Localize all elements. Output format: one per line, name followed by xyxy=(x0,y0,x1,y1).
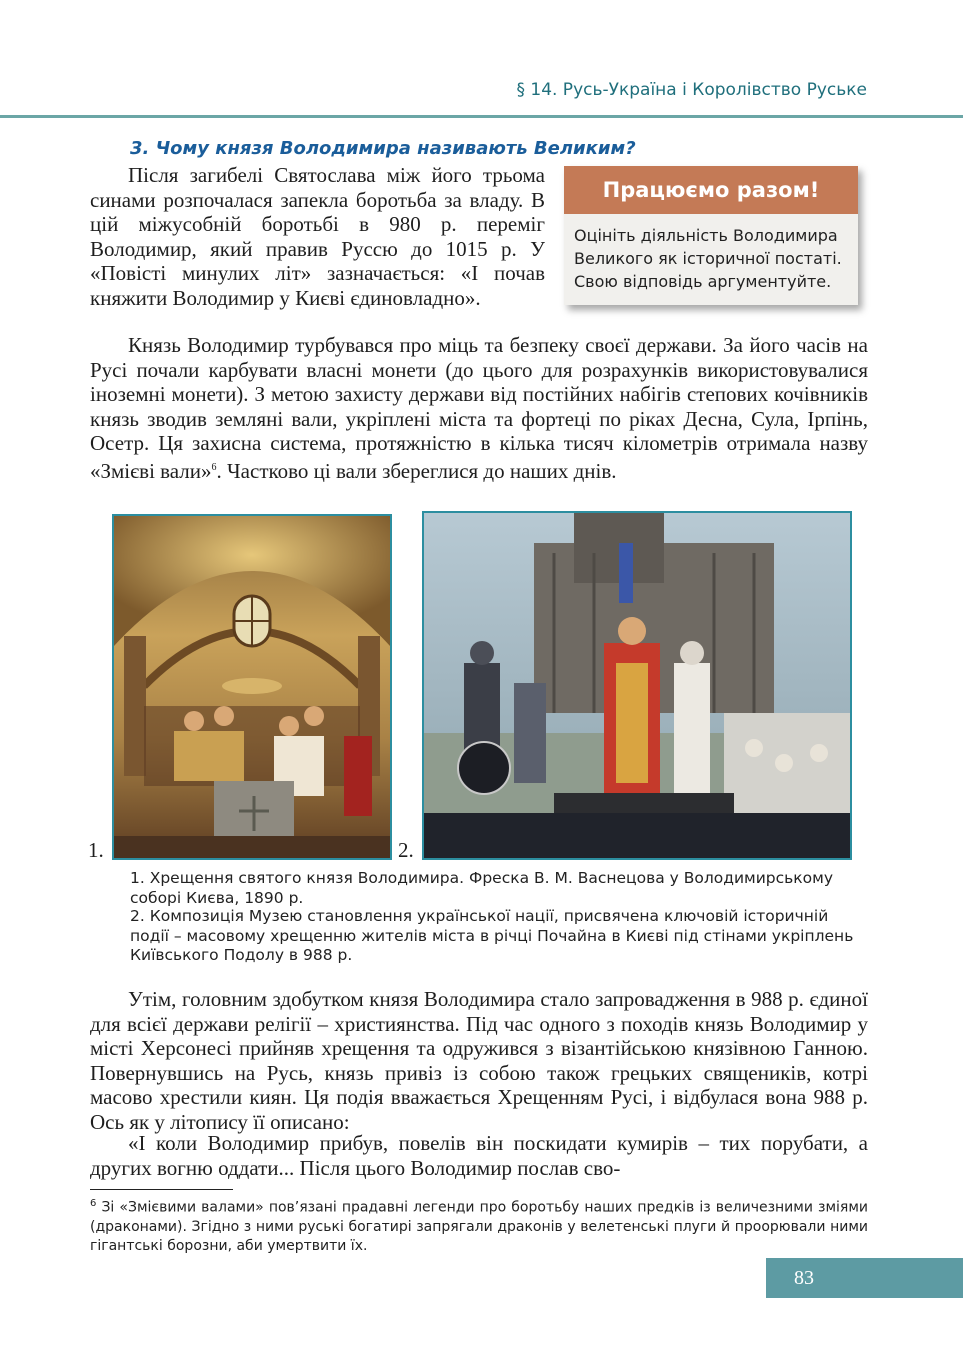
running-header: § 14. Русь-Україна і Королівство Руське xyxy=(516,80,867,100)
figure-1-caption: 1. Хрещення святого князя Володимира. Фреска В. М. Васнецова у Володимирському соборі Києва, 1890 р. xyxy=(130,869,834,907)
work-together-box xyxy=(564,166,858,305)
callout-body: Оцініть діяльність Володимира Великого як історичної постаті. Свою відповідь аргументуйте. xyxy=(574,226,842,291)
footnote-rule xyxy=(90,1189,233,1190)
paragraph-4: «І коли Володимир прибув, повелів він поскидати кумирів – тих порубати, а других вогню оддати... Після цього Володимир послав сво- xyxy=(90,1131,868,1180)
page-number: 83 xyxy=(794,1267,814,1289)
fresco-baptism-image xyxy=(112,514,392,860)
section-title: 3. Чому князя Володимира називають Великим? xyxy=(130,138,636,159)
paragraph-2-end: . Частково ці вали збереглися до наших днів. xyxy=(216,458,617,483)
footnote-marker: 6 xyxy=(90,1198,97,1209)
paragraph-3: Утім, головним здобутком князя Володимира стало запровадження в 988 р. єдиної для всієї держави релігії – християнства. Під час одного з походів князь Володимир у місті Херсонесі прийняв хрещення та одружився з візантійською князівною Ганною. Повернувшись на Русь, князь привіз із собою також грецьких священиків, котрі масово хрестили киян. Ця подія вважається Хрещенням Русі, і відбулася вона 988 р. Ось як у літопису її описано: xyxy=(90,987,868,1134)
paragraph-1: Після загибелі Святослава між його трьома синами розпочалася запекла боротьба за владу. В цій міжусобній боротьбі в 980 р. переміг Володимир, який правив Руссю до 1015 р. У «Повісті минулих літ» зазначається: «І почав княжити Володимир у Києві єдиновладно». xyxy=(90,163,545,310)
figure-1-number: 1. xyxy=(88,838,104,862)
fresco-illustration xyxy=(114,516,390,858)
museum-diorama-image xyxy=(422,511,852,860)
diorama-illustration xyxy=(424,513,850,858)
callout-heading: Працюємо разом! xyxy=(564,166,858,214)
paragraph-2 xyxy=(90,333,868,483)
figure-2-caption: 2. Композиція Музею становлення української нації, присвячена ключовій історичній події – масовому хрещенню жителів міста в річці Почайна в Києві під стінами укріплень Київського Подолу в 988 р. xyxy=(130,907,854,964)
footnote xyxy=(90,1194,868,1256)
header-rule xyxy=(0,115,963,118)
footnote-text: Зі «Змієвими валами» пов’язані прадавні легенди про боротьбу наших предків із величезними зміями (драконами). Згідно з ними руські богатирі запрягали драконів у велетенські плуги й проорювали ними гігантські борозни, аби умертвити їх. xyxy=(90,1199,868,1254)
paragraph-2-text: Князь Володимир турбувався про міць та безпеку своєї держави. За його часів на Русі почали карбувати власні монети (до цього для розрахунків використовувалися іноземні монети). З метою захисту держави від постійних набігів степових кочівників князь зводив земляні вали, укріплені міста та фортеці по ріках Десна, Сула, Ірпінь, Осетр. Ця захисна система, протяжністю в кілька тисяч кілометрів отримала назву «Змієві вали» xyxy=(90,333,868,483)
figure-2-number: 2. xyxy=(398,838,414,862)
footnote-ref: 6 xyxy=(211,461,217,473)
